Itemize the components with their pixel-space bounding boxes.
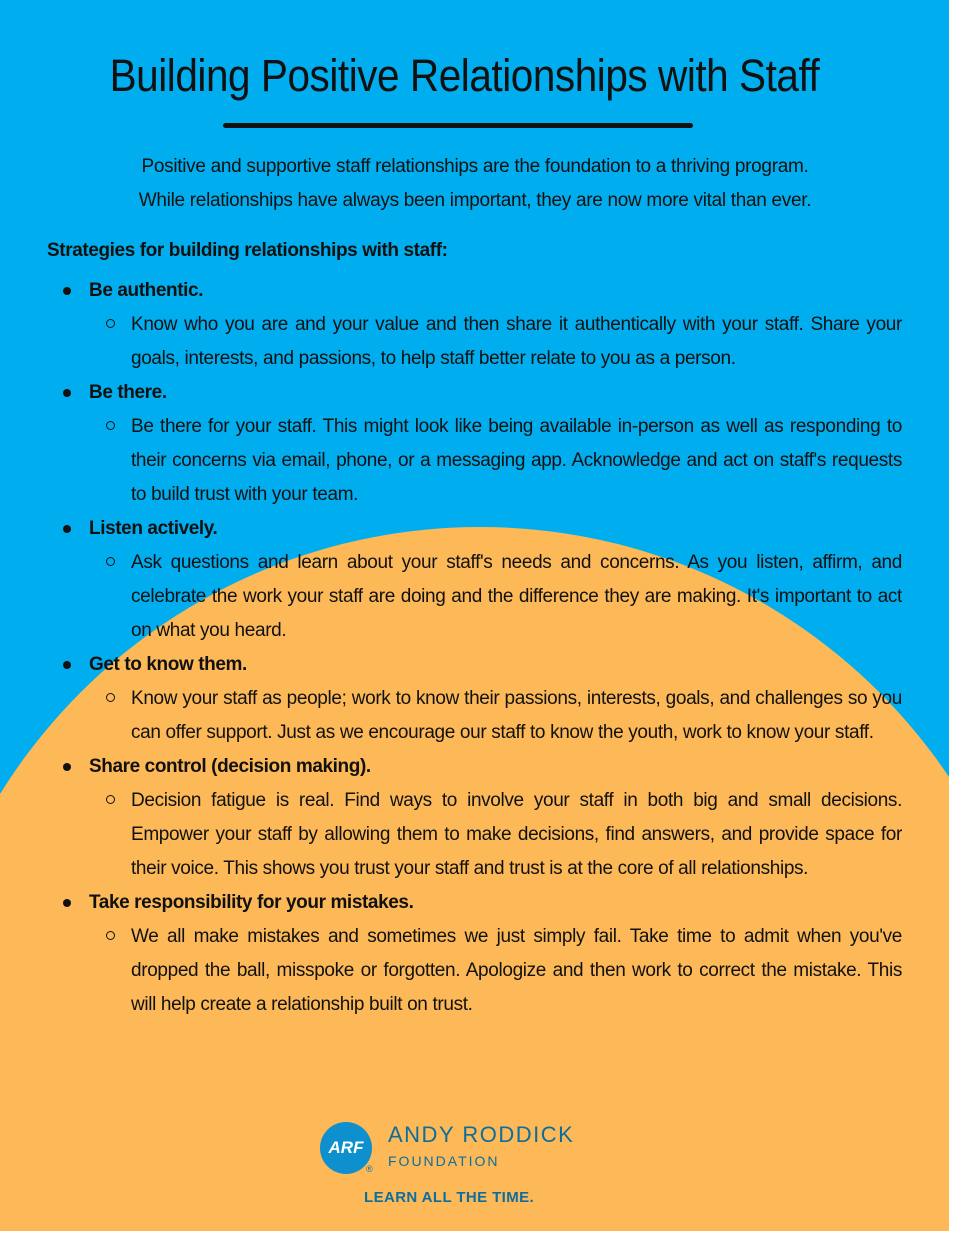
strategy-body: We all make mistakes and sometimes we just simply fail. Take time to admit when you've dropped the ball, misspoke or forgotten. Apologize and then work to correct the mistake. This will help create a relationship built on trust. <box>131 920 902 1022</box>
strategy-title: Take responsibility for your mistakes. <box>0 886 949 920</box>
foundation-logo <box>320 1118 640 1218</box>
strategy-body: Decision fatigue is real. Find ways to involve your staff in both big and small decisions. Empower your staff by allowing them to make decisions, find answers, and provide space for their voice. This shows you trust your staff and trust is at the core of all relationships. <box>131 784 902 886</box>
strategy-title: Listen actively. <box>0 512 949 546</box>
strategy-body: Be there for your staff. This might look like being available in-person as well as responding to their concerns via email, phone, or a messaging app. Acknowledge and act on staff's requests to build trust with your team. <box>131 410 902 512</box>
strategy-item <box>0 274 949 376</box>
title-divider <box>223 123 693 128</box>
logo-subtitle: FOUNDATION <box>388 1153 500 1169</box>
tagline: LEARN ALL THE TIME. <box>364 1189 535 1206</box>
strategy-item <box>0 886 949 1022</box>
strategy-body: Know your staff as people; work to know their passions, interests, goals, and challenges so you can offer support. Just as we encourage our staff to know the youth, work to know your staff. <box>131 682 902 750</box>
strategy-item <box>0 750 949 886</box>
strategies-heading: Strategies for building relationships with staff: <box>47 240 448 261</box>
page-title: Building Positive Relationships with Staff <box>109 50 820 101</box>
strategy-body: Ask questions and learn about your staff's needs and concerns. As you listen, affirm, and celebrate the work your staff are doing and the difference they are making. It's important to act on what you heard. <box>131 546 902 648</box>
strategy-item <box>0 648 949 750</box>
intro-line: Positive and supportive staff relationships are the foundation to a thriving program. <box>141 156 809 177</box>
strategy-item <box>0 512 949 648</box>
strategies-list <box>0 274 949 1022</box>
intro-line: While relationships have always been important, they are now more vital than ever. <box>138 190 812 211</box>
strategy-title: Be authentic. <box>0 274 949 308</box>
strategy-title: Share control (decision making). <box>0 750 949 784</box>
strategy-item <box>0 376 949 512</box>
arf-logo-icon: ARF <box>320 1122 372 1174</box>
intro <box>60 150 890 218</box>
registered-mark: ® <box>366 1164 373 1174</box>
logo-name: ANDY RODDICK <box>388 1122 575 1147</box>
strategy-title: Be there. <box>0 376 949 410</box>
strategy-title: Get to know them. <box>0 648 949 682</box>
strategy-body: Know who you are and your value and then share it authentically with your staff. Share your goals, interests, and passions, to help staff better relate to you as a person. <box>131 308 902 376</box>
